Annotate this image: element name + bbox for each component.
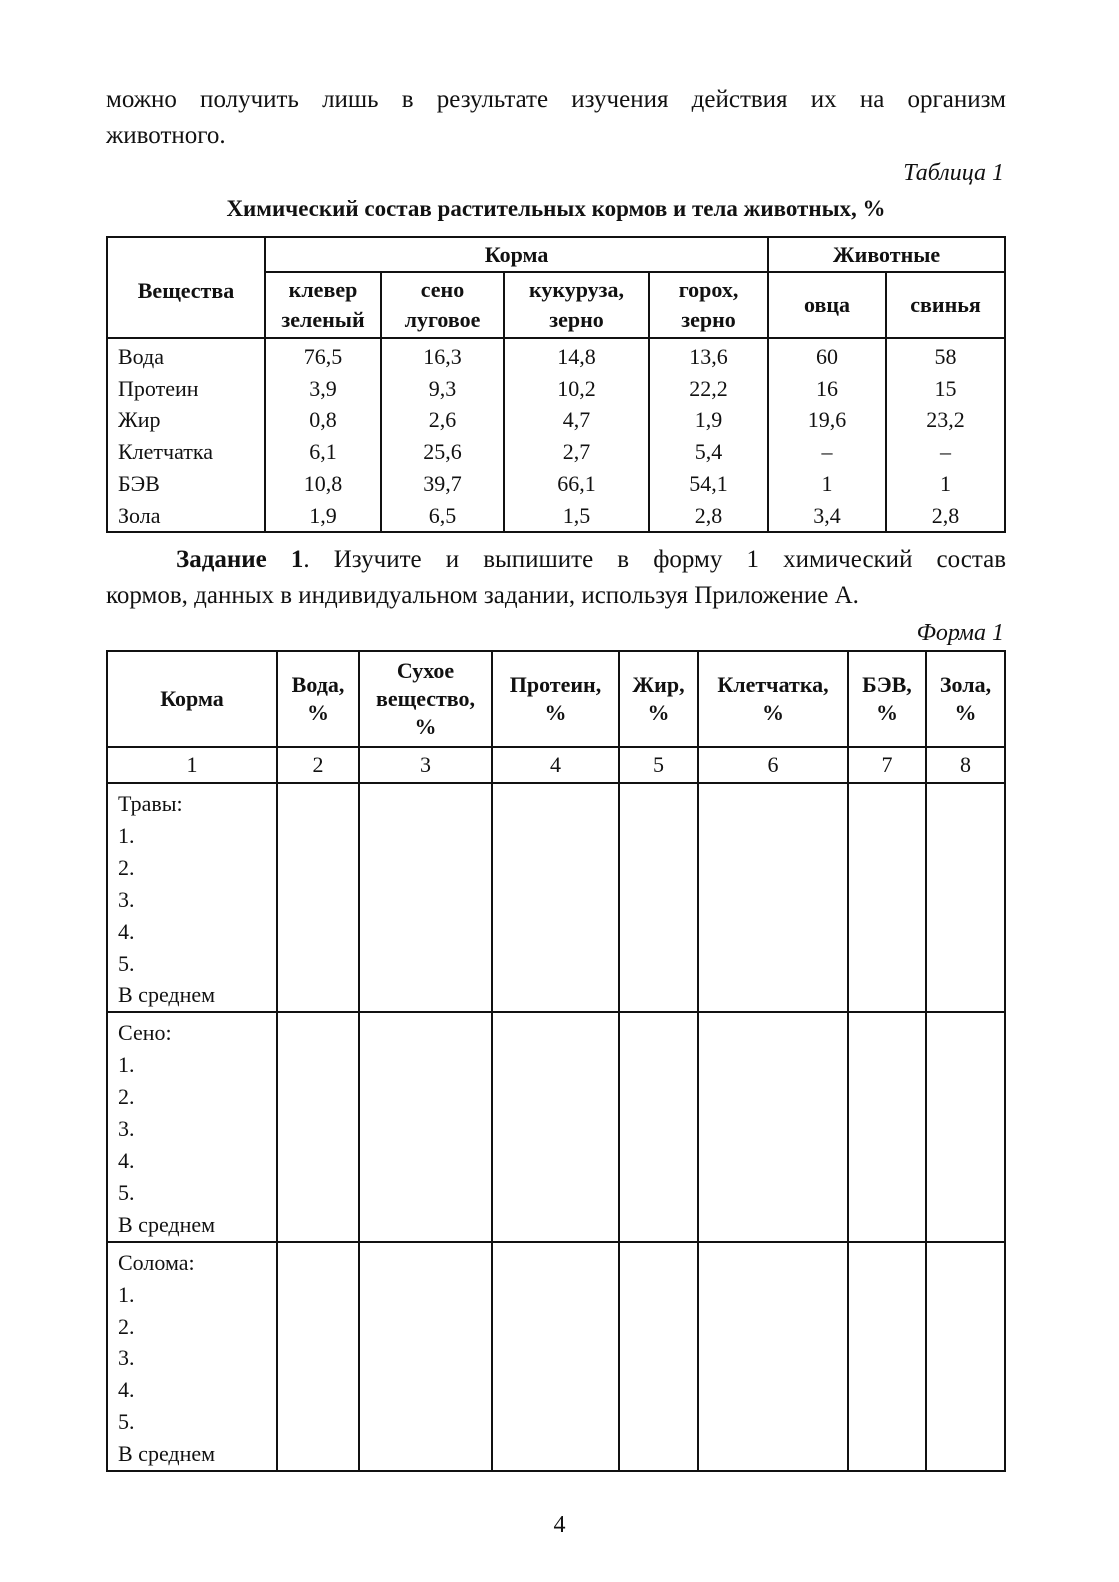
form1-empty-cell[interactable] — [926, 1012, 1005, 1241]
table1-cell: 9,3 — [381, 373, 504, 405]
form1-empty-cell[interactable] — [359, 1012, 492, 1241]
form1-block-line: 4. — [118, 1377, 135, 1403]
form1-empty-cell[interactable] — [619, 1012, 698, 1241]
form1-empty-cell[interactable] — [698, 783, 848, 1012]
form1-empty-cell[interactable] — [619, 1242, 698, 1471]
header-clover: клевер зеленый — [265, 272, 381, 338]
form1-number-row — [107, 747, 1005, 783]
table1-row — [107, 338, 1005, 373]
form1-header-cell: Вода, % — [277, 651, 359, 747]
header-hay: сено луговое — [381, 272, 504, 338]
form1-block-line: 5. — [118, 1409, 135, 1435]
form1-column-number: 1 — [107, 747, 277, 783]
form1-block-line: 2. — [118, 854, 135, 880]
form1-block-line: 3. — [118, 1116, 135, 1142]
form1-block-line: 4. — [118, 918, 135, 944]
row-name: Протеин — [107, 373, 265, 405]
form1-block-line: Солома: — [118, 1249, 195, 1275]
form1-empty-cell[interactable] — [698, 1242, 848, 1471]
form1-table — [106, 650, 1006, 1472]
form1-empty-cell[interactable] — [698, 1012, 848, 1241]
table1-cell: 3,4 — [768, 500, 886, 533]
table1-cell: 2,7 — [504, 436, 649, 468]
table1-cell: 14,8 — [504, 338, 649, 373]
form1-header-cell: Зола, % — [926, 651, 1005, 747]
header-pig: свинья — [886, 272, 1005, 338]
form1-column-number: 7 — [848, 747, 926, 783]
table1-cell: 15 — [886, 373, 1005, 405]
form1-body — [107, 783, 1005, 1471]
header-sheep: овца — [768, 272, 886, 338]
form1-empty-cell[interactable] — [492, 1242, 619, 1471]
table1-row — [107, 500, 1005, 533]
task1-text-1: . Изучите и выпишите в форму 1 химический состав — [303, 546, 1006, 573]
table1-cell: 60 — [768, 338, 886, 373]
table1-body — [107, 338, 1005, 532]
form1-column-number: 6 — [698, 747, 848, 783]
row-name: БЭВ — [107, 468, 265, 500]
row-name: Вода — [107, 338, 265, 373]
form1-column-number: 2 — [277, 747, 359, 783]
table1-cell: 6,5 — [381, 500, 504, 533]
table1-cell: 10,2 — [504, 373, 649, 405]
form1-block-row — [107, 1012, 1005, 1241]
form1-block-row — [107, 783, 1005, 1012]
table1-cell: 2,8 — [886, 500, 1005, 533]
header-substances: Вещества — [107, 237, 265, 338]
table1-row — [107, 404, 1005, 436]
form1-empty-cell[interactable] — [277, 1012, 359, 1241]
composition-table — [106, 236, 1006, 533]
table1-cell: 25,6 — [381, 436, 504, 468]
table1-cell: – — [886, 436, 1005, 468]
form1-block-line: Сено: — [118, 1020, 172, 1046]
table1-row — [107, 373, 1005, 405]
intro-paragraph — [106, 82, 1006, 154]
table1-cell: 23,2 — [886, 404, 1005, 436]
form1-header-cell: Клетчатка, % — [698, 651, 848, 747]
table1-cell: 39,7 — [381, 468, 504, 500]
form1-empty-cell[interactable] — [926, 1242, 1005, 1471]
form1-column-number: 3 — [359, 747, 492, 783]
table1-cell: 2,6 — [381, 404, 504, 436]
table1-cell: 5,4 — [649, 436, 768, 468]
form1-header-cell: БЭВ, % — [848, 651, 926, 747]
form1-block-line: 3. — [118, 1345, 135, 1371]
row-name: Клетчатка — [107, 436, 265, 468]
form1-header-cell: Корма — [107, 651, 277, 747]
form1-empty-cell[interactable] — [619, 783, 698, 1012]
form1-block-line: В среднем — [118, 982, 216, 1008]
table1-row — [107, 468, 1005, 500]
table1-caption: Химический состав растительных кормов и тела животных, % — [226, 196, 886, 221]
form1-empty-cell[interactable] — [277, 1242, 359, 1471]
intro-line-2: животного. — [106, 122, 226, 149]
form1-header-cell: Жир, % — [619, 651, 698, 747]
table1-cell: 0,8 — [265, 404, 381, 436]
table1-cell: 1,5 — [504, 500, 649, 533]
table1-cell: 19,6 — [768, 404, 886, 436]
form1-block-label — [107, 1242, 277, 1471]
table1-cell: 4,7 — [504, 404, 649, 436]
table1-cell: 1,9 — [265, 500, 381, 533]
table1-cell: 13,6 — [649, 338, 768, 373]
task1-paragraph — [106, 542, 1006, 614]
form1-block-line: 2. — [118, 1313, 135, 1339]
form1-block-line: Травы: — [118, 791, 183, 816]
form1-column-number: 4 — [492, 747, 619, 783]
form1-block-line: 3. — [118, 886, 135, 912]
form1-column-number: 8 — [926, 747, 1005, 783]
table1-cell: 58 — [886, 338, 1005, 373]
table1-cell: 3,9 — [265, 373, 381, 405]
form1-empty-cell[interactable] — [492, 783, 619, 1012]
form1-block-line: 1. — [118, 822, 135, 848]
form1-empty-cell[interactable] — [848, 1012, 926, 1241]
form1-block-line: 1. — [118, 1052, 135, 1078]
table1-cell: 16,3 — [381, 338, 504, 373]
form1-block-label — [107, 783, 277, 1012]
table1-cell: 2,8 — [649, 500, 768, 533]
form1-label: Форма 1 — [916, 620, 1004, 646]
form1-block-line: 2. — [118, 1084, 135, 1110]
form1-block-row — [107, 1242, 1005, 1471]
form1-block-label — [107, 1012, 277, 1241]
table1-cell: – — [768, 436, 886, 468]
form1-empty-cell[interactable] — [848, 1242, 926, 1471]
form1-block-line: 5. — [118, 950, 135, 976]
task1-title: Задание 1 — [176, 546, 304, 573]
table1-cell: 22,2 — [649, 373, 768, 405]
form1-empty-cell[interactable] — [277, 783, 359, 1012]
form1-empty-cell[interactable] — [848, 783, 926, 1012]
task1-line-2: кормов, данных в индивидуальном задании, используя Приложение А. — [106, 582, 859, 609]
form1-header-cell: Протеин, % — [492, 651, 619, 747]
table1-label: Таблица 1 — [903, 160, 1004, 186]
table1-cell: 1,9 — [649, 404, 768, 436]
form1-header-cell: Сухое вещество, % — [359, 651, 492, 747]
intro-line-1: можно получить лишь в результате изучения действия их на организм — [106, 86, 1006, 113]
form1-block-line: 4. — [118, 1147, 135, 1173]
table1-cell: 54,1 — [649, 468, 768, 500]
form1-block-line: В среднем — [118, 1441, 216, 1467]
header-peas: горох, зерно — [649, 272, 768, 338]
form1-empty-cell[interactable] — [492, 1012, 619, 1241]
form1-header-row — [107, 651, 1005, 747]
table1-cell: 1 — [768, 468, 886, 500]
table1-cell: 10,8 — [265, 468, 381, 500]
header-corn: кукуруза, зерно — [504, 272, 649, 338]
page-number: 4 — [553, 1512, 566, 1538]
form1-block-line: В среднем — [118, 1211, 216, 1237]
table1-cell: 1 — [886, 468, 1005, 500]
table1-cell: 76,5 — [265, 338, 381, 373]
table1-cell: 66,1 — [504, 468, 649, 500]
row-name: Зола — [107, 500, 265, 533]
row-name: Жир — [107, 404, 265, 436]
table1-row — [107, 436, 1005, 468]
table1-cell: 16 — [768, 373, 886, 405]
task1-line-1 — [106, 542, 1006, 578]
header-animals: Животные — [768, 237, 1005, 272]
form1-column-number: 5 — [619, 747, 698, 783]
table1-cell: 6,1 — [265, 436, 381, 468]
form1-empty-cell[interactable] — [359, 783, 492, 1012]
form1-block-line: 5. — [118, 1179, 135, 1205]
header-feeds: Корма — [265, 237, 768, 272]
form1-empty-cell[interactable] — [359, 1242, 492, 1471]
form1-block-line: 1. — [118, 1281, 135, 1307]
form1-empty-cell[interactable] — [926, 783, 1005, 1012]
